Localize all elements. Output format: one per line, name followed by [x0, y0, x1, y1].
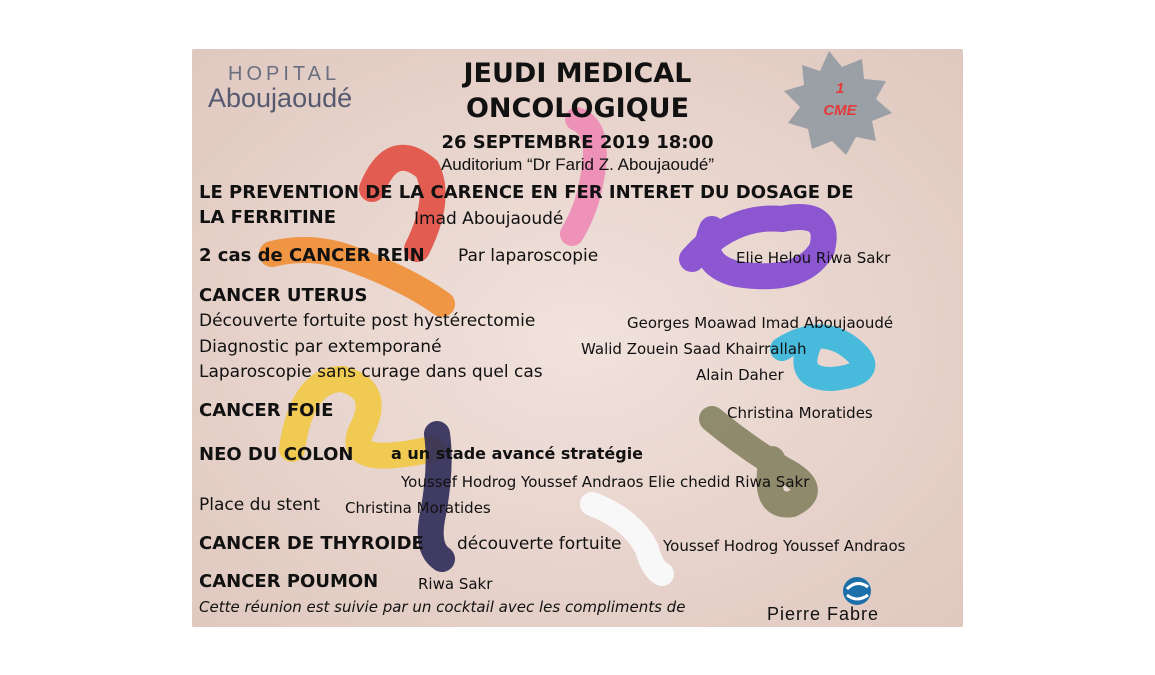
hospital-logo-line2: Aboujaoudé — [208, 83, 353, 113]
uterus-title: CANCER UTERUS — [199, 285, 368, 306]
footer-note: Cette réunion est suivie par un cocktail avec les compliments de — [199, 598, 686, 616]
title-line1: JEUDI MEDICAL — [463, 58, 692, 89]
uterus-topic-2: Diagnostic par extemporané — [199, 337, 442, 357]
thyroide-subtitle: découverte fortuite — [457, 534, 622, 554]
cme-badge-label: CME — [823, 102, 857, 119]
poumon-title: CANCER POUMON — [199, 571, 379, 592]
title-line2: ONCOLOGIQUE — [465, 93, 690, 124]
stent-topic: Place du stent — [199, 495, 320, 515]
event-date: 26 SEPTEMBRE 2019 18:00 — [441, 132, 714, 153]
hospital-logo-line1: HOPITAL — [228, 63, 341, 85]
stent-speaker: Christina Moratides — [345, 499, 491, 517]
uterus-topic-3: Laparoscopie sans curage dans quel cas — [199, 362, 543, 382]
colon-speakers: Youssef Hodrog Youssef Andraos Elie chedid Riwa Sakr — [401, 473, 810, 491]
foie-title: CANCER FOIE — [199, 400, 334, 421]
colon-subtitle: a un stade avancé stratégie — [391, 444, 644, 463]
pierre-fabre-logo-icon — [843, 577, 871, 605]
cme-badge-number: 1 — [835, 80, 845, 97]
colon-title: NEO DU COLON — [199, 444, 354, 465]
uterus-speaker-3: Alain Daher — [696, 366, 784, 384]
rein-speaker: Elie Helou Riwa Sakr — [736, 249, 891, 267]
sponsor-name: Pierre Fabre — [767, 604, 880, 624]
foie-speaker: Christina Moratides — [727, 404, 873, 422]
rein-subtitle: Par laparoscopie — [458, 246, 599, 266]
ferritine-title-line1: LE PREVENTION DE LA CARENCE EN FER INTERET DU DOSAGE DE — [199, 182, 854, 203]
poumon-speaker: Riwa Sakr — [418, 575, 493, 593]
rein-title: 2 cas de CANCER REIN — [199, 245, 425, 266]
thyroide-title: CANCER DE THYROIDE — [199, 533, 424, 554]
event-venue: Auditorium “Dr Farid Z. Aboujaoudé” — [440, 155, 715, 174]
uterus-speaker-1: Georges Moawad Imad Aboujaoudé — [627, 314, 894, 332]
ferritine-speaker: Imad Aboujaoudé — [414, 209, 564, 229]
uterus-topic-1: Découverte fortuite post hystérectomie — [199, 311, 536, 331]
event-poster — [192, 49, 963, 627]
ferritine-title-line2: LA FERRITINE — [199, 207, 337, 228]
thyroide-speaker: Youssef Hodrog Youssef Andraos — [663, 537, 906, 555]
uterus-speaker-2: Walid Zouein Saad Khairrallah — [581, 340, 807, 358]
